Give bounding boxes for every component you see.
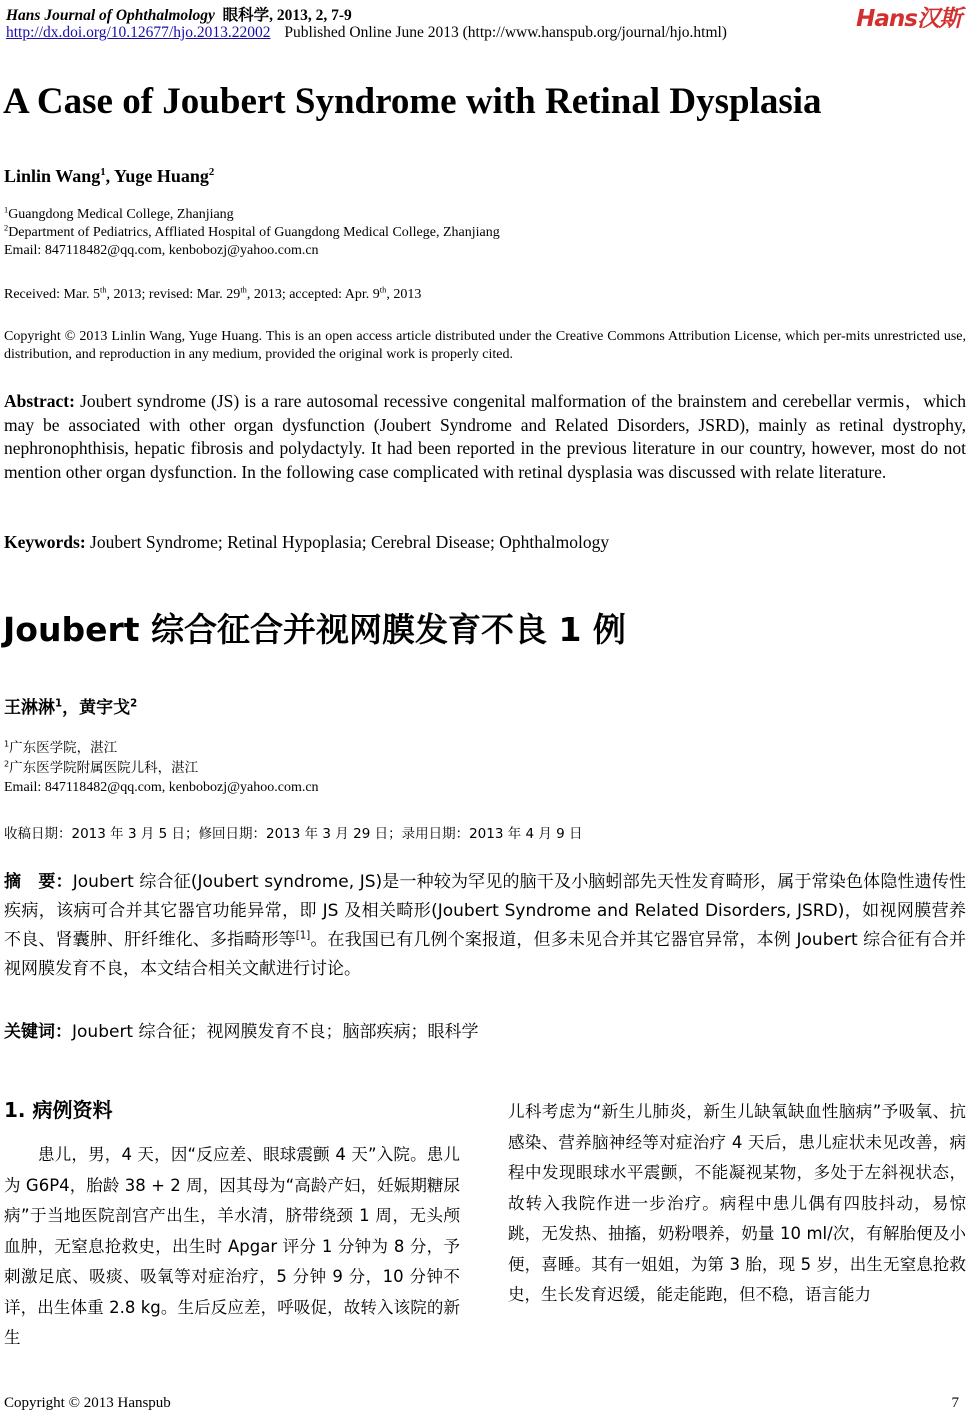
keywords-label-cn: 关键词：: [4, 1022, 72, 1042]
affiliations-cn: [4, 738, 319, 798]
author-1-sup: 1: [100, 166, 106, 178]
published-info: Published Online June 2013 (http://www.hanspub.org/journal/hjo.html): [284, 24, 727, 41]
author-2-cn-sup: 2: [130, 698, 138, 710]
affiliation-cn-1: [4, 738, 319, 758]
date-accepted: , 2013; accepted: Apr. 9: [246, 287, 380, 302]
dates-cn: 收稿日期：2013 年 3 月 5 日；修回日期：2013 年 3 月 29 日；录用日期：2013 年 4 月 9 日: [4, 826, 583, 842]
citation-ref[interactable]: [1]: [295, 930, 311, 942]
authors-en: [4, 166, 214, 187]
affiliations-en: [4, 206, 954, 260]
author-1-cn: 王淋淋: [4, 698, 55, 718]
authors-cn: [4, 693, 137, 718]
doi-line: [6, 24, 727, 42]
author-cn-separator: ，: [62, 698, 80, 718]
journal-name: Hans Journal of Ophthalmology: [6, 7, 215, 24]
journal-header: [6, 3, 352, 25]
author-1: Linlin Wang: [4, 166, 101, 186]
publisher-logo: Hans汉斯: [856, 6, 961, 32]
journal-name-cn: 眼科学: [222, 7, 270, 24]
journal-volume: , 2013, 2, 7-9: [269, 7, 352, 24]
paper-title-en: A Case of Joubert Syndrome with Retinal Dysplasia: [3, 81, 822, 122]
keywords-text-cn: Joubert 综合征；视网膜发育不良；脑部疾病；眼科学: [72, 1022, 479, 1042]
affiliation-2: [4, 224, 954, 242]
affiliation-2-sup: 2: [4, 223, 9, 233]
date-sup-2: th: [240, 285, 247, 295]
footer-copyright: Copyright © 2013 Hanspub: [4, 1395, 171, 1411]
affiliation-2-text: Department of Pediatrics, Affliated Hospital of Guangdong Medical College, Zhanjiang: [8, 225, 500, 240]
keywords-en: [4, 532, 609, 553]
author-2-sup: 2: [208, 166, 215, 178]
date-revised: , 2013; revised: Mar. 29: [106, 287, 241, 302]
email-en: Email: 847118482@qq.com, kenbobozj@yahoo.com.cn: [4, 243, 319, 258]
affiliation-cn-1-sup: 1: [4, 738, 10, 749]
abstract-label-cn: 摘 要：: [4, 872, 73, 892]
page-number: 7: [951, 1395, 959, 1411]
doi-link[interactable]: http://dx.doi.org/10.12677/hjo.2013.22002: [6, 24, 271, 41]
copyright-notice-en: Copyright © 2013 Linlin Wang, Yuge Huang. This is an open access article distributed under the Creative Commons Attribution License, which per-mits unrestricted use, distribution, and reproduction in any medium, provided the original work is properly cited.: [4, 329, 966, 362]
body-column-right: 儿科考虑为“新生儿肺炎，新生儿缺氧缺血性脑病”予吸氧、抗感染、营养脑神经等对症治疗 4 天后，患儿症状未见改善，病程中发现眼球水平震颤，不能凝视某物，多处于左斜视状态，故转入我院作进一步治疗。病程中患儿偶有四肢抖动，易惊跳，无发热、抽搐，奶粉喂养，奶量 10 ml/次，有解胎便及小便，喜睡。其有一姐姐，为第 3 胎，现 5 岁，出生无窒息抢救史，生长发育迟缓，能走能跑，但不稳，语言能力: [508, 1102, 966, 1304]
keywords-text-en: Joubert Syndrome; Retinal Hypoplasia; Cerebral Disease; Ophthalmology: [85, 532, 610, 552]
date-sup-1: th: [100, 285, 107, 295]
author-separator: ,: [105, 166, 114, 186]
keywords-label-en: Keywords:: [4, 532, 86, 552]
affiliation-cn-1-text: 广东医学院，湛江: [9, 740, 118, 756]
body-column-left: 患儿，男，4 天，因“反应差、眼球震颤 4 天”入院。患儿为 G6P4，胎龄 38 + 2 周，因其母为“高龄产妇，妊娠期糖尿病”于当地医院剖宫产出生，羊水清，脐带绕颈 1 周，无头颅血肿，无窒息抢救史，出生时 Apgar 评分 1 分钟为 8 分，予刺激足底、吸痰、吸氧等对症治疗，5 分钟 9 分，10 分钟不详，出生体重 2.8 kg。生后反应差，呼吸促，故转入该院的新生: [4, 1145, 460, 1347]
affiliation-cn-2-text: 广东医学院附属医院儿科，湛江: [9, 760, 199, 776]
abstract-text-cn-1: Joubert 综合征(Joubert syndrome, JS)是一种较为罕见的脑干及小脑蚓部先天性发育畸形，属于常染色体隐性遗传性疾病，该病可合并其它器官功能异常，即 JS 及相关畸形(Joubert Syndrome and Related Disorders, JSRD)，如视网膜营养不良、肾囊肿、肝纤维化、多指畸形等: [4, 872, 967, 950]
section-heading-1: 1. 病例资料: [4, 1098, 113, 1122]
abstract-cn: [4, 868, 966, 984]
abstract-text-en: Joubert syndrome (JS) is a rare autosomal recessive congenital malformation of the brainstem and cerebellar vermis，which may be associated with other organ dysfunction (Joubert Syndrome and Related Disorders, JSRD), mainly as retinal dystrophy, nephronophthisis, hepatic fibrosis and polydactyly. It had been reported in the previous literature in our country, however, most do not mention other organ dysfunction. In the following case complicated with retinal dysplasia was discussed with relate literature.: [4, 391, 966, 482]
paper-title-cn: Joubert 综合征合并视网膜发育不良 1 例: [3, 610, 626, 649]
abstract-en: [4, 390, 966, 484]
keywords-cn: [4, 1017, 479, 1042]
affiliation-cn-2: [4, 758, 319, 778]
author-1-cn-sup: 1: [55, 698, 63, 710]
affiliation-1-text: Guangdong Medical College, Zhanjiang: [8, 207, 234, 222]
author-2-cn: 黄宇戈: [79, 698, 131, 718]
abstract-label-en: Abstract:: [4, 391, 75, 411]
date-year: , 2013: [386, 287, 422, 302]
affiliation-cn-2-sup: 2: [4, 758, 10, 769]
date-sup-3: th: [379, 285, 387, 295]
author-2: Yuge Huang: [113, 166, 209, 186]
email-cn: Email: 847118482@qq.com, kenbobozj@yahoo.com.cn: [4, 780, 319, 795]
dates-en: [4, 286, 421, 304]
affiliation-1: [4, 206, 954, 224]
abstract-text-cn-2: 。在我国已有几例个案报道，但多未见合并其它器官异常，本例 Joubert 综合征有合并视网膜发育不良，本文结合相关文献进行讨论。: [4, 930, 966, 979]
affiliation-1-sup: 1: [4, 205, 9, 215]
date-received: Received: Mar. 5: [4, 287, 101, 302]
